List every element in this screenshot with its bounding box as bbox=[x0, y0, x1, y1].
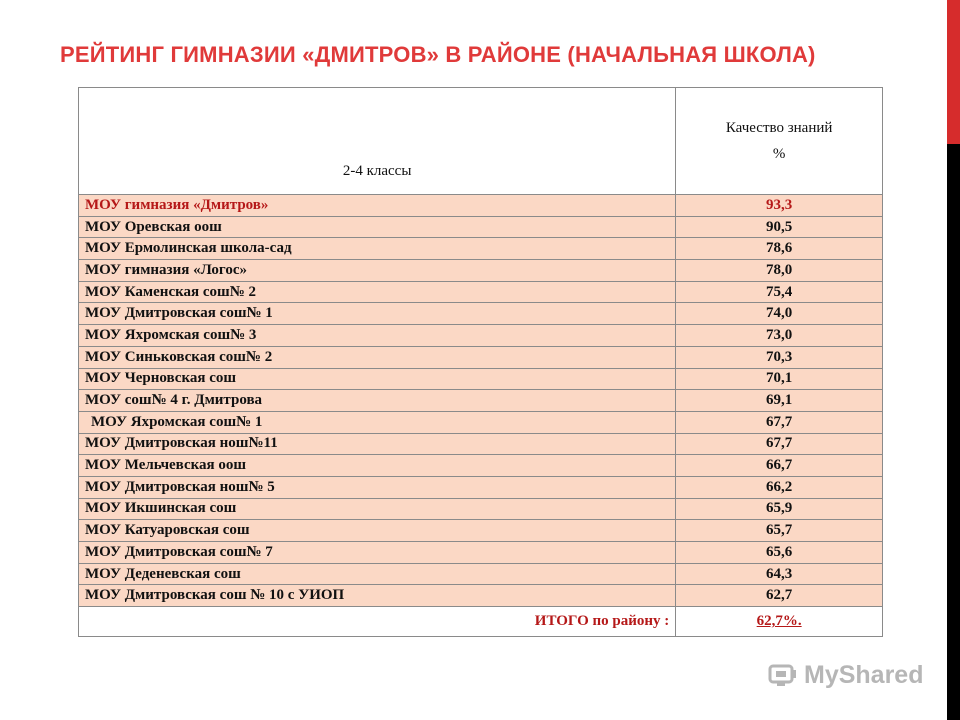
school-name: МОУ Яхромская сош№ 1 bbox=[79, 411, 676, 433]
school-name: МОУ Дмитровская нош№ 5 bbox=[79, 476, 676, 498]
quality-value: 78,0 bbox=[676, 260, 883, 282]
table-row bbox=[79, 260, 883, 282]
school-name: МОУ сош№ 4 г. Дмитрова bbox=[79, 390, 676, 412]
header-quality-unit: % bbox=[772, 146, 786, 162]
table-row bbox=[79, 563, 883, 585]
table-row bbox=[79, 520, 883, 542]
quality-value: 67,7 bbox=[676, 433, 883, 455]
quality-value: 64,3 bbox=[676, 563, 883, 585]
total-label: ИТОГО по району : bbox=[79, 607, 676, 637]
school-name: МОУ Оревская оош bbox=[79, 216, 676, 238]
school-name: МОУ гимназия «Дмитров» bbox=[79, 195, 676, 217]
school-name: МОУ Синьковская сош№ 2 bbox=[79, 346, 676, 368]
rating-table bbox=[78, 87, 883, 637]
quality-value: 67,7 bbox=[676, 411, 883, 433]
quality-value: 74,0 bbox=[676, 303, 883, 325]
quality-value: 73,0 bbox=[676, 325, 883, 347]
slide-title: РЕЙТИНГ ГИМНАЗИИ «ДМИТРОВ» В РАЙОНЕ (НАЧАЛЬНАЯ ШКОЛА) bbox=[60, 42, 816, 67]
table-row bbox=[79, 498, 883, 520]
table-row bbox=[79, 476, 883, 498]
school-name: МОУ Икшинская сош bbox=[79, 498, 676, 520]
school-name: МОУ Мельчевская оош bbox=[79, 455, 676, 477]
school-name: МОУ Дмитровская сош № 10 с УИОП bbox=[79, 585, 676, 607]
quality-value: 65,9 bbox=[676, 498, 883, 520]
quality-value: 78,6 bbox=[676, 238, 883, 260]
school-name: МОУ Каменская сош№ 2 bbox=[79, 281, 676, 303]
school-name: МОУ Яхромская сош№ 3 bbox=[79, 325, 676, 347]
table-row bbox=[79, 585, 883, 607]
quality-value: 75,4 bbox=[676, 281, 883, 303]
header-quality-label: Качество знаний bbox=[725, 120, 833, 136]
quality-value: 65,6 bbox=[676, 542, 883, 564]
quality-value: 70,1 bbox=[676, 368, 883, 390]
school-name: МОУ Катуаровская сош bbox=[79, 520, 676, 542]
table-row bbox=[79, 195, 883, 217]
right-edge-accent bbox=[947, 0, 960, 144]
quality-value: 66,7 bbox=[676, 455, 883, 477]
school-name: МОУ Дмитровская нош№11 bbox=[79, 433, 676, 455]
school-name: МОУ Дмитровская сош№ 7 bbox=[79, 542, 676, 564]
quality-value: 65,7 bbox=[676, 520, 883, 542]
table-row bbox=[79, 346, 883, 368]
quality-value: 66,2 bbox=[676, 476, 883, 498]
table-row bbox=[79, 455, 883, 477]
total-value: 62,7%. bbox=[676, 607, 883, 637]
school-name: МОУ гимназия «Логос» bbox=[79, 260, 676, 282]
table-row bbox=[79, 303, 883, 325]
quality-value: 70,3 bbox=[676, 346, 883, 368]
header-grades: 2-4 классы bbox=[79, 88, 676, 195]
table-row bbox=[79, 390, 883, 412]
header-quality bbox=[676, 88, 883, 195]
table-row bbox=[79, 281, 883, 303]
quality-value: 62,7 bbox=[676, 585, 883, 607]
school-name: МОУ Дмитровская сош№ 1 bbox=[79, 303, 676, 325]
school-name: МОУ Ермолинская школа-сад bbox=[79, 238, 676, 260]
table-row bbox=[79, 411, 883, 433]
myshared-watermark bbox=[768, 658, 923, 692]
school-name: МОУ Деденевская сош bbox=[79, 563, 676, 585]
quality-value: 93,3 bbox=[676, 195, 883, 217]
total-row bbox=[79, 607, 883, 637]
table-row bbox=[79, 325, 883, 347]
table-row bbox=[79, 433, 883, 455]
myshared-logo-icon bbox=[768, 660, 798, 690]
table-row bbox=[79, 216, 883, 238]
watermark-text: MyShared bbox=[804, 660, 924, 689]
school-name: МОУ Черновская сош bbox=[79, 368, 676, 390]
table-row bbox=[79, 368, 883, 390]
quality-value: 90,5 bbox=[676, 216, 883, 238]
table-row bbox=[79, 542, 883, 564]
table-row bbox=[79, 238, 883, 260]
quality-value: 69,1 bbox=[676, 390, 883, 412]
table-header-row bbox=[79, 88, 883, 195]
